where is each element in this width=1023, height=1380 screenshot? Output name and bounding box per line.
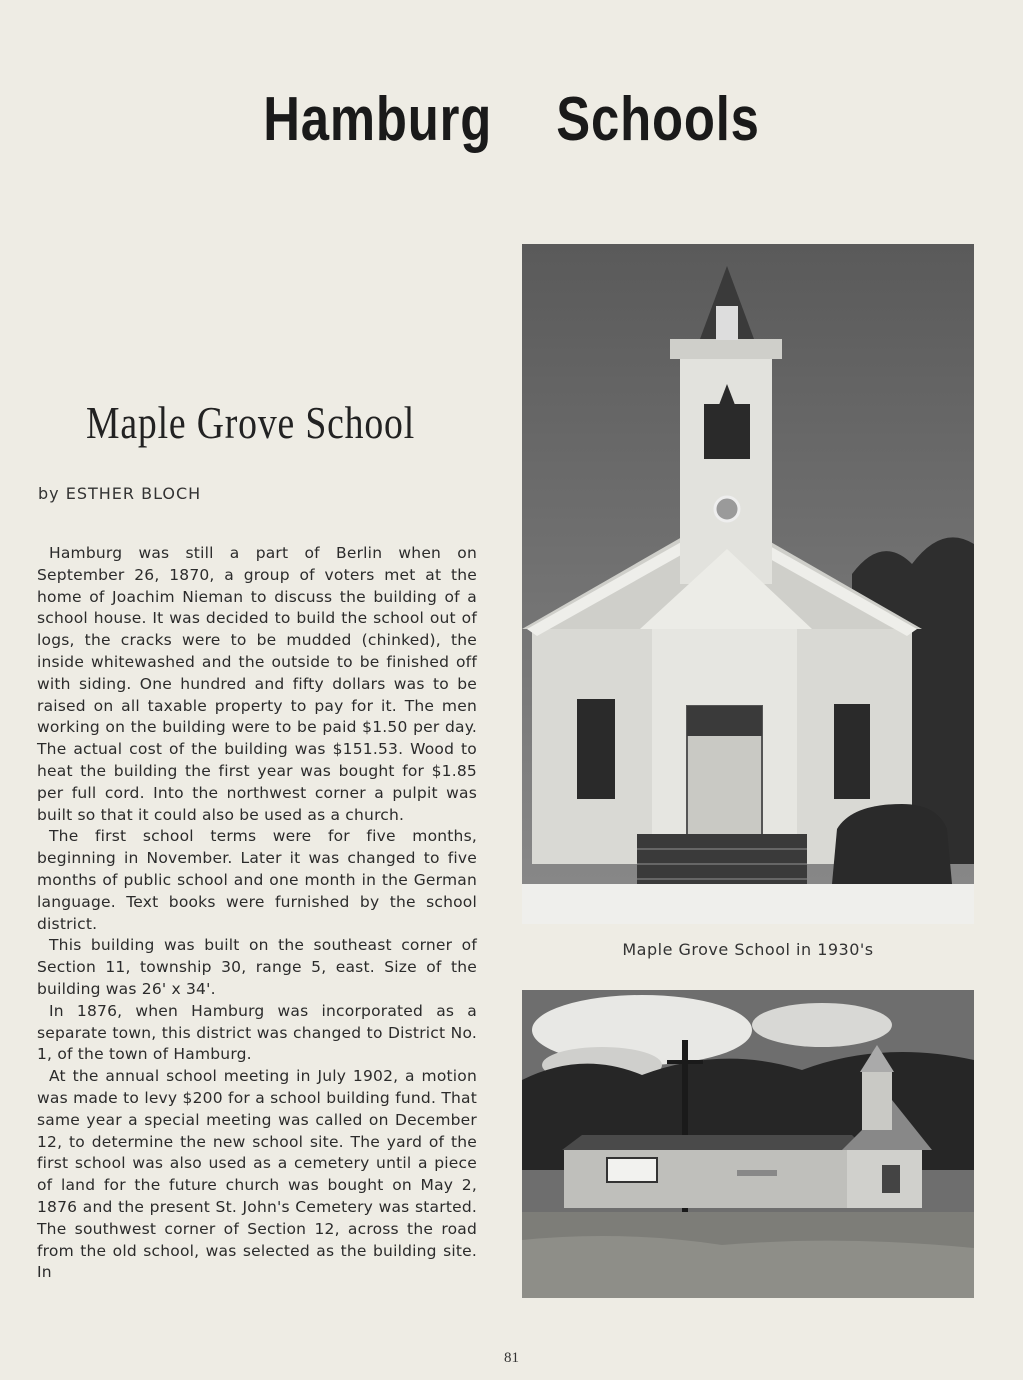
paragraph: At the annual school meeting in July 1902, a motion was made to levy $200 for a school building fund. That same year a special meeting was called on December 12, to determine the new school site. The yard of the first school was also used as a cemetery until a piece of land for the future church was bought on May 2, 1876 and the present St. John's Cemetery was started. The southwest corner of Section 12, across the road from the old school, was selected as the building site. In xyxy=(37,1067,477,1282)
paragraph: In 1876, when Hamburg was incorporated as a separate town, this district was changed to District No. 1, of the town of Hamburg. xyxy=(37,1001,477,1064)
church-school-photo xyxy=(522,244,974,924)
paragraph: Hamburg was still a part of Berlin when on September 26, 1870, a group of voters met at the home of Joachim Nieman to discuss the building of a school house. It was decided to build the school out of logs, the cracks were to be mudded (chinked), the inside whitewashed and the outside to be finished off with siding. One hundred and fifty dollars was to be raised on all taxable property to pay for it. The men working on the building were to be paid $1.50 per day. The actual cost of the building was $151.53. Wood to heat the building the first year was bought for $1.85 per full cord. Into the northwest corner a pulpit was built so that it could also be used as a church. xyxy=(37,544,477,824)
photo-caption: Maple Grove School in 1930's xyxy=(622,940,874,959)
byline: by ESTHER BLOCH xyxy=(38,484,202,503)
page-number: 81 xyxy=(504,1350,519,1366)
article-title: Maple Grove School xyxy=(86,397,416,448)
paragraph: This building was built on the southeast corner of Section 11, township 30, range 5, east. Size of the building was 26' x 34'. xyxy=(37,936,477,998)
page-title: Hamburg Schools xyxy=(263,85,760,154)
school-building-photo xyxy=(522,990,974,1298)
paragraph: The first school terms were for five months, beginning in November. Later it was changed to five months of public school and one month in the German language. Text books were furnished by the school district. xyxy=(37,827,477,933)
article-body xyxy=(37,543,477,1284)
